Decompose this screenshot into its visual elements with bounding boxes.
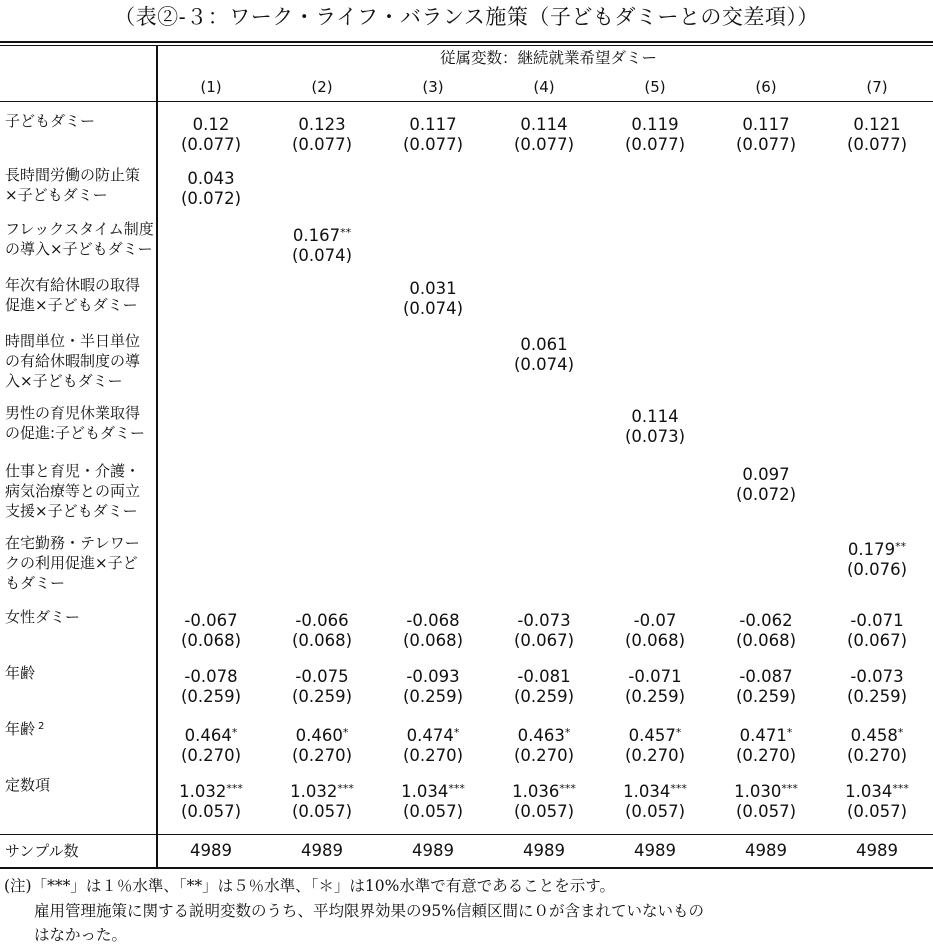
standard-error: (0.068) <box>402 631 464 650</box>
column-header-3: (3) <box>422 78 444 96</box>
coef-value: 0.119 <box>631 115 679 134</box>
coef-line <box>489 667 599 687</box>
significance-stars: *** <box>892 782 909 795</box>
coef-cell <box>822 537 932 580</box>
row-label-line: 促進×子どもダミー <box>5 296 138 314</box>
coef-value: 0.167 <box>292 226 341 245</box>
significance-stars: * <box>675 726 682 739</box>
coef-line <box>822 667 932 687</box>
coef-line <box>267 115 377 135</box>
standard-error: (0.057) <box>735 802 797 821</box>
standard-error: (0.077) <box>846 135 908 154</box>
row-label <box>5 165 155 205</box>
coef-cell <box>267 115 377 155</box>
coef-line <box>378 667 488 687</box>
row-label-line: 長時間労働の防止策 <box>5 166 141 184</box>
standard-error: (0.073) <box>624 427 686 446</box>
coef-cell <box>711 115 821 155</box>
coef-cell <box>711 723 821 766</box>
coef-line <box>600 723 710 746</box>
coef-line <box>600 667 710 687</box>
coef-cell <box>711 779 821 822</box>
coef-value: -0.068 <box>406 611 460 630</box>
coef-value: -0.071 <box>850 611 904 630</box>
row-label-line: 定数項 <box>5 776 51 794</box>
significance-stars: * <box>897 726 904 739</box>
coef-line <box>156 115 266 135</box>
coef-cell <box>822 611 932 651</box>
coef-cell <box>489 335 599 375</box>
significance-stars: * <box>342 726 349 739</box>
coef-cell <box>267 723 377 766</box>
coef-line <box>489 335 599 355</box>
standard-error: (0.270) <box>291 746 353 765</box>
coef-cell <box>156 667 266 707</box>
coef-cell <box>822 723 932 766</box>
coef-line <box>156 169 266 189</box>
row-label-line: 時間単位・半日単位 <box>5 332 141 350</box>
sample-size-value: 4989 <box>301 841 343 860</box>
standard-error: (0.057) <box>180 802 242 821</box>
coef-value: 1.032 <box>179 782 227 801</box>
coef-cell <box>378 779 488 822</box>
row-label-line: の促進:子どもダミー <box>5 424 146 442</box>
row-label <box>5 275 155 315</box>
significance-stars: *** <box>337 782 354 795</box>
standard-error: (0.270) <box>624 746 686 765</box>
header-rule <box>0 101 933 102</box>
coef-cell <box>378 723 488 766</box>
significance-stars: * <box>231 726 238 739</box>
bottom-rule <box>0 867 933 869</box>
coef-cell <box>489 667 599 707</box>
row-label-line: 支援×子どもダミー <box>5 502 138 520</box>
coef-value: -0.075 <box>295 667 349 686</box>
coef-cell <box>267 611 377 651</box>
row-label-line: 年次有給休暇の取得 <box>5 276 141 294</box>
standard-error: (0.259) <box>291 687 353 706</box>
coef-cell <box>489 779 599 822</box>
coef-line <box>711 779 821 802</box>
significance-stars: *** <box>781 782 798 795</box>
coef-line <box>267 611 377 631</box>
note-line-1: (注)「***」は１％水準、「**」は５％水準、「＊」は10%水準で有意であることを示す。 <box>4 877 616 895</box>
column-header-2: (2) <box>311 78 333 96</box>
standard-error: (0.270) <box>180 746 242 765</box>
coef-value: -0.073 <box>850 667 904 686</box>
coef-line <box>156 611 266 631</box>
coef-cell <box>156 169 266 209</box>
coef-cell <box>600 779 710 822</box>
standard-error: (0.270) <box>513 746 575 765</box>
coef-cell <box>489 723 599 766</box>
row-label <box>5 533 155 593</box>
row-label-line: の有給休暇制度の導 <box>5 352 141 370</box>
coef-cell <box>822 667 932 707</box>
dependent-variable-header: 従属変数：継続就業希望ダミー <box>440 49 658 67</box>
coef-line <box>822 723 932 746</box>
standard-error: (0.068) <box>180 631 242 650</box>
row-label <box>5 331 155 391</box>
coef-line <box>267 223 377 246</box>
coef-cell <box>600 611 710 651</box>
coef-value: 0.463 <box>517 726 565 745</box>
sample-size-value: 4989 <box>745 841 787 860</box>
standard-error: (0.074) <box>402 299 464 318</box>
coef-cell <box>600 723 710 766</box>
coef-value: -0.07 <box>633 611 677 630</box>
standard-error: (0.072) <box>180 189 242 208</box>
significance-stars: *** <box>670 782 687 795</box>
row-label <box>5 461 155 521</box>
top-rule-thick <box>0 41 933 43</box>
standard-error: (0.076) <box>846 560 908 579</box>
column-header-4: (4) <box>533 78 555 96</box>
row-label-line: ×子どもダミー <box>5 186 108 204</box>
coef-cell <box>378 115 488 155</box>
coef-line <box>156 667 266 687</box>
coef-value: 0.123 <box>298 115 346 134</box>
coef-line <box>711 465 821 485</box>
significance-stars: ** <box>340 226 352 239</box>
coef-line <box>711 667 821 687</box>
row-label-line: 年齢 <box>5 664 36 682</box>
row-label-line: 仕事と育児・介護・ <box>5 462 141 480</box>
top-rule-thin <box>0 45 933 46</box>
row-label-superscript: 2 <box>38 721 45 732</box>
row-label-line: もダミー <box>5 574 66 592</box>
row-label-line: 在宅勤務・テレワー <box>5 534 140 552</box>
column-header-7: (7) <box>866 78 888 96</box>
sample-rule <box>0 834 933 835</box>
coef-value: -0.062 <box>739 611 793 630</box>
row-label-line: 女性ダミー <box>5 608 81 626</box>
coef-line <box>489 115 599 135</box>
standard-error: (0.072) <box>735 485 797 504</box>
coef-line <box>711 115 821 135</box>
coef-cell <box>822 779 932 822</box>
standard-error: (0.259) <box>846 687 908 706</box>
significance-stars: *** <box>226 782 243 795</box>
coef-value: 1.034 <box>845 782 893 801</box>
standard-error: (0.077) <box>291 135 353 154</box>
standard-error: (0.057) <box>513 802 575 821</box>
note-line-3: はなかった。 <box>34 926 128 944</box>
coef-cell <box>378 279 488 319</box>
coef-line <box>378 115 488 135</box>
coef-value: 0.117 <box>742 115 790 134</box>
row-label-line: 年齢 <box>5 720 36 738</box>
coef-line <box>822 115 932 135</box>
row-label-line: 入×子どもダミー <box>5 372 123 390</box>
coef-value: -0.066 <box>295 611 349 630</box>
coef-cell <box>378 611 488 651</box>
standard-error: (0.074) <box>513 355 575 374</box>
standard-error: (0.057) <box>624 802 686 821</box>
coef-line <box>600 407 710 427</box>
coef-value: 0.121 <box>853 115 901 134</box>
standard-error: (0.067) <box>513 631 575 650</box>
coef-line <box>600 611 710 631</box>
coef-value: -0.087 <box>739 667 793 686</box>
coef-value: 0.12 <box>192 115 230 134</box>
coef-line <box>378 611 488 631</box>
coef-value: 0.471 <box>739 726 787 745</box>
row-label <box>5 111 155 131</box>
standard-error: (0.259) <box>513 687 575 706</box>
coef-value: 1.034 <box>401 782 449 801</box>
coef-cell <box>600 667 710 707</box>
note-line-2: 雇用管理施策に関する説明変数のうち、平均限界効果の95%信頼区間に０が含まれていないもの <box>34 902 704 920</box>
sample-size-label: サンプル数 <box>5 842 79 860</box>
standard-error: (0.077) <box>624 135 686 154</box>
standard-error: (0.259) <box>624 687 686 706</box>
standard-error: (0.068) <box>735 631 797 650</box>
coef-value: 0.179 <box>847 540 896 559</box>
standard-error: (0.077) <box>402 135 464 154</box>
coef-value: 0.031 <box>409 279 457 298</box>
coef-value: 0.114 <box>631 407 679 426</box>
coef-line <box>822 537 932 560</box>
coef-line <box>378 779 488 802</box>
standard-error: (0.068) <box>624 631 686 650</box>
coef-cell <box>711 611 821 651</box>
coef-line <box>267 723 377 746</box>
standard-error: (0.057) <box>402 802 464 821</box>
coef-cell <box>156 779 266 822</box>
standard-error: (0.057) <box>846 802 908 821</box>
sample-size-value: 4989 <box>856 841 898 860</box>
row-label <box>5 663 155 683</box>
coef-line <box>600 779 710 802</box>
coef-value: -0.073 <box>517 611 571 630</box>
coef-value: 1.036 <box>512 782 560 801</box>
coef-cell <box>156 115 266 155</box>
coef-value: 0.061 <box>520 335 568 354</box>
significance-stars: * <box>786 726 793 739</box>
coef-value: 0.474 <box>406 726 454 745</box>
coef-value: -0.093 <box>406 667 460 686</box>
standard-error: (0.259) <box>402 687 464 706</box>
standard-error: (0.068) <box>291 631 353 650</box>
row-label <box>5 219 155 259</box>
coef-line <box>711 723 821 746</box>
coef-cell <box>489 115 599 155</box>
sample-size-value: 4989 <box>190 841 232 860</box>
coef-line <box>156 779 266 802</box>
column-header-6: (6) <box>755 78 777 96</box>
sample-size-value: 4989 <box>412 841 454 860</box>
significance-stars: ** <box>895 540 907 553</box>
coef-value: 0.460 <box>295 726 343 745</box>
standard-error: (0.259) <box>735 687 797 706</box>
coef-line <box>156 723 266 746</box>
coef-value: 0.458 <box>850 726 898 745</box>
row-label-line: クの利用促進×子ど <box>5 554 138 572</box>
coef-value: 0.117 <box>409 115 457 134</box>
standard-error: (0.057) <box>291 802 353 821</box>
coef-line <box>267 667 377 687</box>
coef-value: -0.078 <box>184 667 238 686</box>
coef-value: 0.043 <box>187 169 235 188</box>
coef-line <box>489 611 599 631</box>
row-label <box>5 719 155 739</box>
column-header-1: (1) <box>200 78 222 96</box>
standard-error: (0.067) <box>846 631 908 650</box>
standard-error: (0.259) <box>180 687 242 706</box>
coef-line <box>822 779 932 802</box>
column-header-5: (5) <box>644 78 666 96</box>
coef-line <box>600 115 710 135</box>
row-label-line: 子どもダミー <box>5 112 96 130</box>
standard-error: (0.270) <box>735 746 797 765</box>
row-label <box>5 775 155 795</box>
standard-error: (0.077) <box>180 135 242 154</box>
sample-size-value: 4989 <box>523 841 565 860</box>
coef-line <box>711 611 821 631</box>
standard-error: (0.077) <box>735 135 797 154</box>
row-label <box>5 403 155 443</box>
significance-stars: * <box>564 726 571 739</box>
coef-value: 1.032 <box>290 782 338 801</box>
row-label <box>5 607 155 627</box>
row-label-line: の導入×子どもダミー <box>5 240 153 258</box>
coef-cell <box>267 223 377 266</box>
coef-cell <box>822 115 932 155</box>
row-label-line: フレックスタイム制度 <box>5 220 154 238</box>
significance-stars: * <box>453 726 460 739</box>
table-title: （表②-３：ワーク・ライフ・バランス施策（子どもダミーとの交差項）） <box>114 5 819 29</box>
coef-value: 0.097 <box>742 465 790 484</box>
coef-cell <box>489 611 599 651</box>
coef-value: 1.034 <box>623 782 671 801</box>
significance-stars: *** <box>559 782 576 795</box>
sample-size-value: 4989 <box>634 841 676 860</box>
coef-cell <box>267 667 377 707</box>
row-label-line: 病気治療等との両立 <box>5 482 141 500</box>
significance-stars: *** <box>448 782 465 795</box>
standard-error: (0.270) <box>846 746 908 765</box>
coef-value: 1.030 <box>734 782 782 801</box>
coef-cell <box>600 407 710 447</box>
standard-error: (0.074) <box>291 246 353 265</box>
coef-cell <box>378 667 488 707</box>
coef-value: -0.071 <box>628 667 682 686</box>
coef-line <box>267 779 377 802</box>
standard-error: (0.077) <box>513 135 575 154</box>
coef-line <box>489 723 599 746</box>
coef-cell <box>156 611 266 651</box>
coef-line <box>489 779 599 802</box>
coef-line <box>822 611 932 631</box>
coef-cell <box>711 465 821 505</box>
row-label-line: 男性の育児休業取得 <box>5 404 141 422</box>
coef-line <box>378 279 488 299</box>
coef-cell <box>600 115 710 155</box>
coef-cell <box>711 667 821 707</box>
coef-line <box>378 723 488 746</box>
coef-value: 0.464 <box>184 726 232 745</box>
coef-cell <box>156 723 266 766</box>
coef-value: -0.081 <box>517 667 571 686</box>
coef-value: 0.114 <box>520 115 568 134</box>
coef-value: -0.067 <box>184 611 238 630</box>
standard-error: (0.270) <box>402 746 464 765</box>
coef-cell <box>267 779 377 822</box>
coef-value: 0.457 <box>628 726 676 745</box>
